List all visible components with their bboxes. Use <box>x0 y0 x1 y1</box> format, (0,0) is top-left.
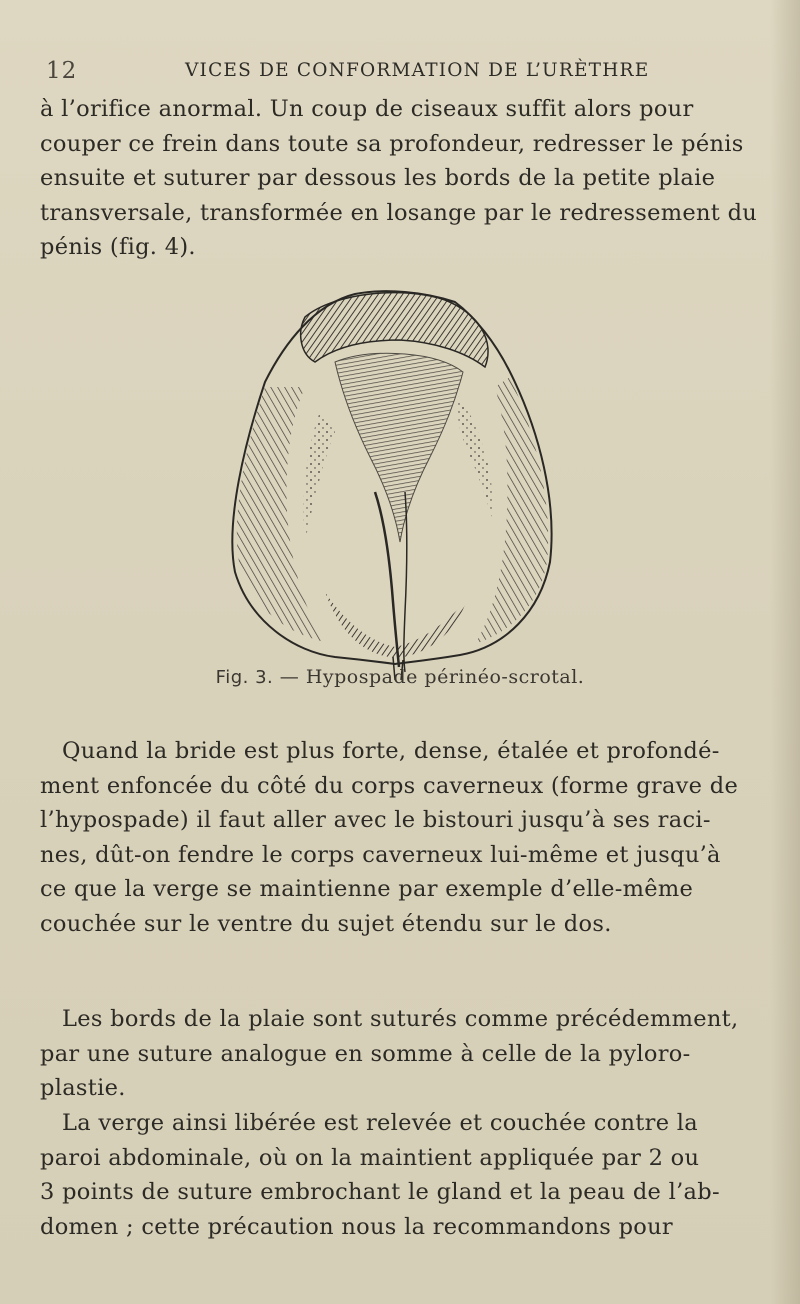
caption-separator: — <box>279 666 300 688</box>
paragraph-3: Les bords de la plaie sont suturés comme précédemment, par une suture analogue en somme à celle de la pyloro- plastie. <box>40 1006 739 1101</box>
running-title: VICES DE CONFORMATION DE L’URÈTHRE <box>185 60 650 81</box>
paragraph-1: à l’orifice anormal. Un coup de ciseaux suffit alors pour couper ce frein dans toute sa profondeur, redresser le pénis ensuite et suturer par dessous les bords de la petite plaie transversale, transformée en losange par le redressement du pénis (fig. 4). <box>40 96 758 260</box>
caption-text: Hypospade périnéo-scrotal. <box>305 666 585 688</box>
page-edge-shadow <box>770 0 800 1304</box>
page-number: 12 <box>46 58 78 84</box>
figure-caption <box>0 666 800 688</box>
figure-illustration <box>205 262 585 682</box>
paragraph-2: Quand la bride est plus forte, dense, étalée et profondé- ment enfoncée du côté du corps caverneux (forme grave de l’hypospade) il faut aller avec le bistouri jusqu’à ses raci- nes, dût-on fendre le corps caverneux lui-même et jusqu’à ce que la verge se maintienne par exemple d’elle-même couchée sur le ventre du sujet étendu sur le dos. <box>40 738 739 937</box>
paragraph-4: La verge ainsi libérée est relevée et couchée contre la paroi abdominale, où on la maintient appliquée par 2 ou 3 points de suture embrochant le gland et la peau de l’ab- domen ; cette précaution nous la recommandons pour <box>40 1110 720 1240</box>
running-head <box>0 58 800 88</box>
anatomical-engraving-icon <box>205 262 585 682</box>
figure-label: Fig. 3. <box>215 667 274 688</box>
